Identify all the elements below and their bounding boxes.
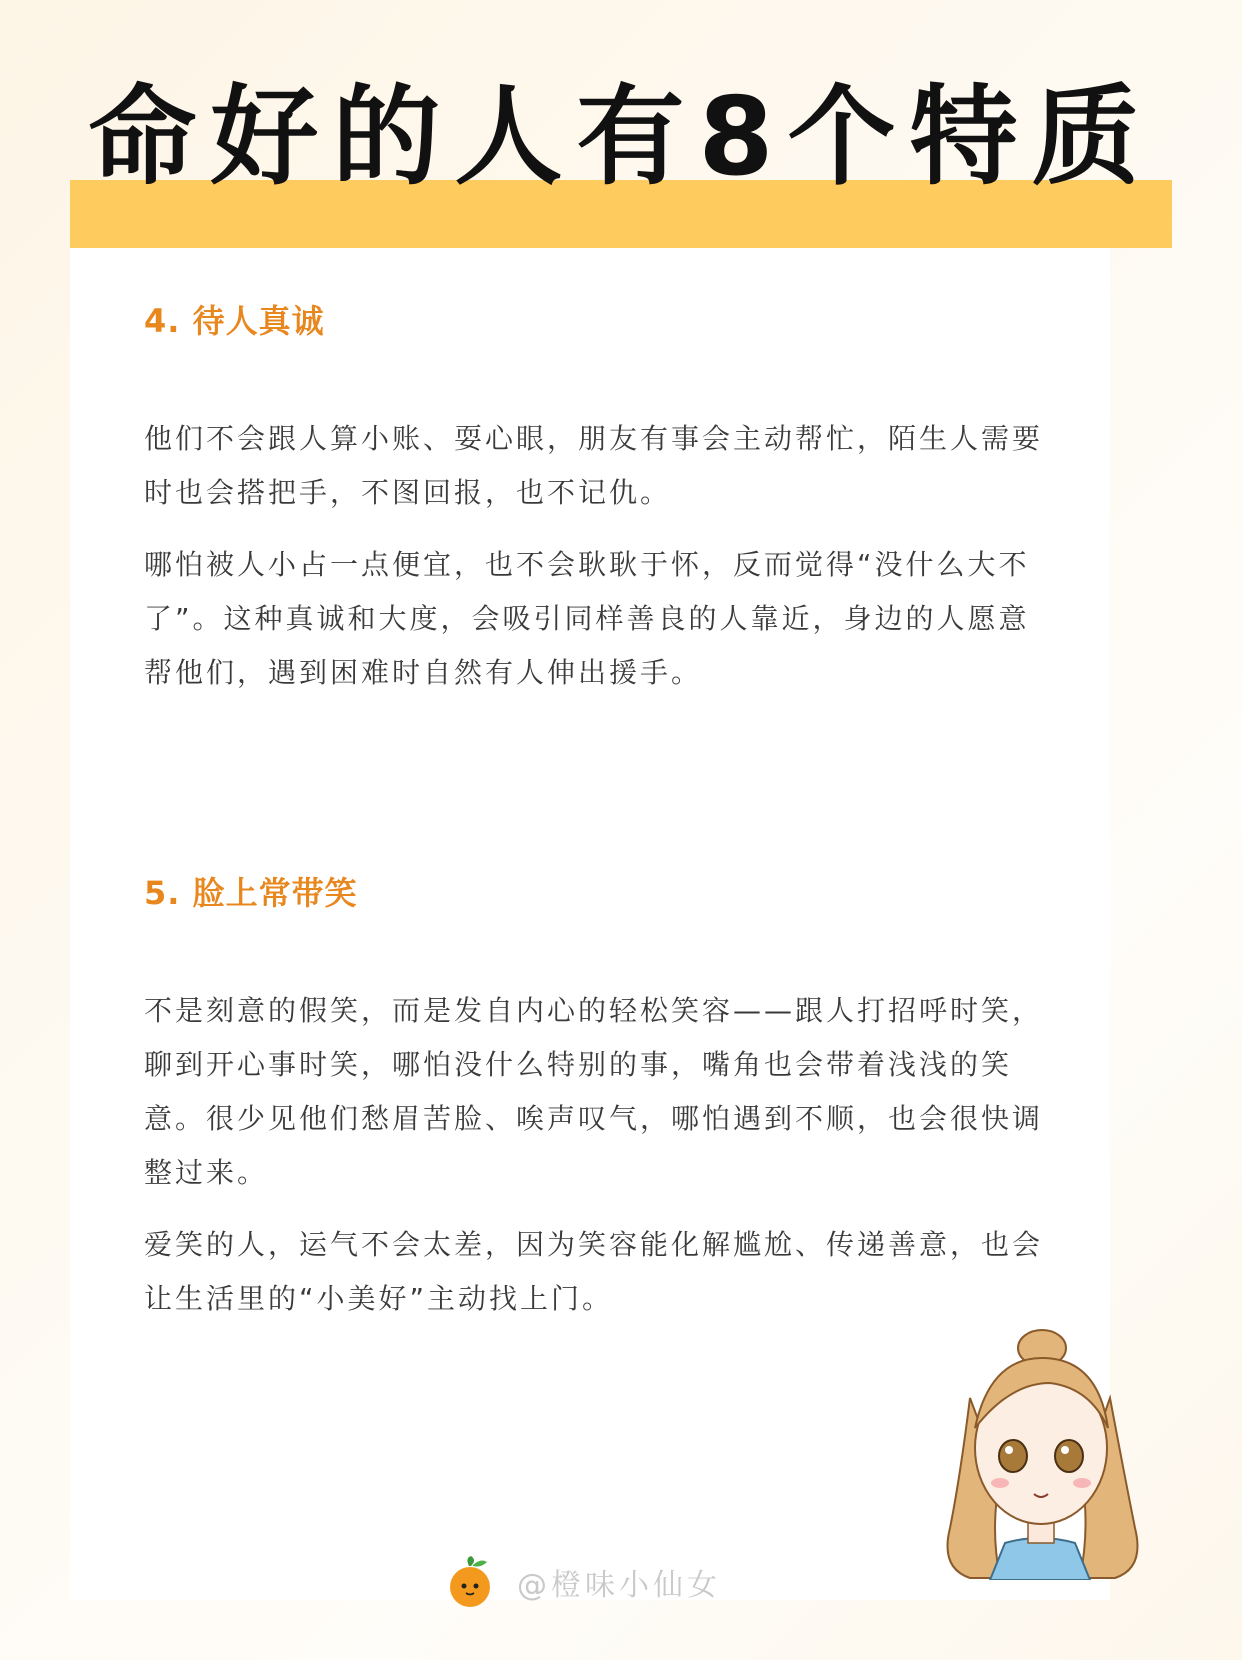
cartoon-girl-illustration (930, 1328, 1150, 1580)
section-5 (144, 868, 1044, 1344)
section-paragraph: 不是刻意的假笑，而是发自内心的轻松笑容——跟人打招呼时笑，聊到开心事时笑，哪怕没什么特别的事，嘴角也会带着浅浅的笑意。很少见他们愁眉苦脸、唉声叹气，哪怕遇到不顺，也会很快调整过来。 (144, 994, 1044, 1189)
section-paragraph: 爱笑的人，运气不会太差，因为笑容能化解尴尬、传递善意，也会让生活里的“小美好”主动找上门。 (144, 1228, 1044, 1315)
footer-watermark (447, 1556, 721, 1608)
section-heading: 5. 脸上常带笑 (144, 874, 358, 912)
page-title: 命好的人有8个特质 (88, 75, 1154, 200)
section-4 (144, 296, 1044, 718)
section-paragraph: 哪怕被人小占一点便宜，也不会耿耿于怀，反而觉得“没什么大不了”。这种真诚和大度，会吸引同样善良的人靠近，身边的人愿意帮他们，遇到困难时自然有人伸出援手。 (144, 548, 1030, 689)
section-heading: 4. 待人真诚 (144, 302, 325, 340)
orange-fruit-icon (447, 1556, 493, 1608)
section-paragraph: 他们不会跟人算小账、耍心眼，朋友有事会主动帮忙，陌生人需要时也会搭把手，不图回报，也不记仇。 (144, 422, 1044, 509)
author-handle: @橙味小仙女 (517, 1568, 721, 1603)
